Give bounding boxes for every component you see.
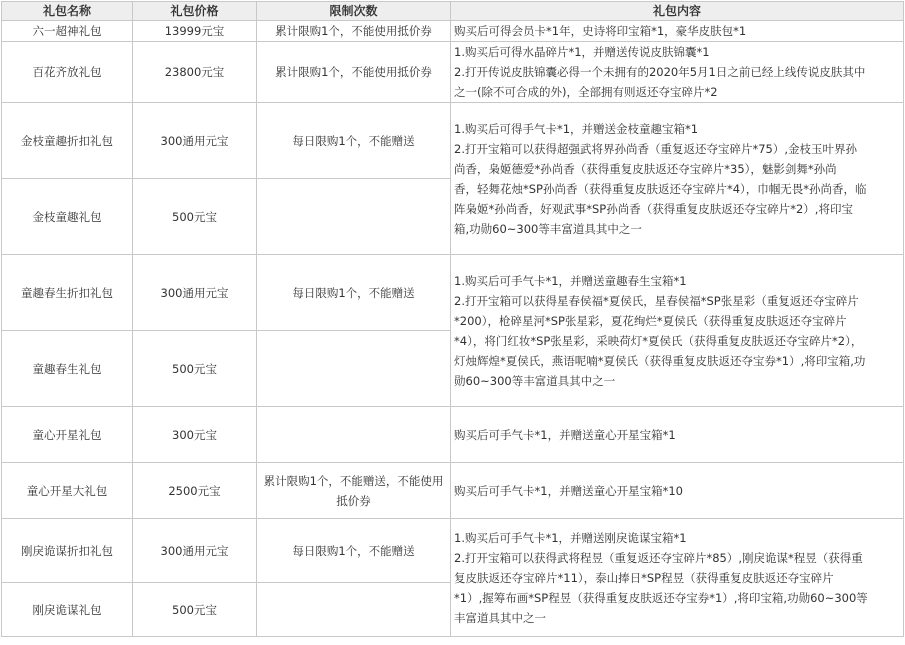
table-row — [2, 21, 904, 42]
pack-limit — [257, 407, 451, 463]
pack-content — [451, 42, 904, 103]
pack-name: 童趣春生折扣礼包 — [2, 255, 133, 331]
pack-price: 300元宝 — [133, 407, 257, 463]
pack-price: 500元宝 — [133, 583, 257, 637]
pack-limit: 每日限购1个，不能赠送 — [257, 103, 451, 179]
content-line: 之一(除不可合成的外)，全部拥有则返还夺宝碎片*2 — [454, 85, 718, 99]
table-row — [2, 42, 904, 103]
content-line: 2.打开传说皮肤锦囊必得一个未拥有的2020年5月1日之前已经上线传说皮肤其中 — [454, 65, 866, 79]
table-row — [2, 463, 904, 519]
content-line: 尚香，枭姬德爱*孙尚香（获得重复皮肤返还夺宝碎片*35），魅影剑舞*孙尚 — [454, 161, 837, 176]
pack-content: 购买后可手气卡*1，并赠送童心开星宝箱*10 — [451, 463, 904, 519]
pack-name: 金枝童趣礼包 — [2, 179, 133, 255]
pack-limit — [257, 331, 451, 407]
header-name: 礼包名称 — [2, 2, 133, 21]
pack-content — [451, 103, 904, 255]
pack-content: 购买后可手气卡*1，并赠送童心开星宝箱*1 — [451, 407, 904, 463]
content-line: 1.购买后可手气卡*1，并赠送童趣春生宝箱*1 — [454, 273, 687, 288]
pack-name: 刚戾诡谋折扣礼包 — [2, 519, 133, 583]
pack-price: 300通用元宝 — [133, 103, 257, 179]
pack-name: 童心开星礼包 — [2, 407, 133, 463]
pack-name: 金枝童趣折扣礼包 — [2, 103, 133, 179]
gift-pack-table — [1, 1, 904, 637]
pack-name: 童趣春生礼包 — [2, 331, 133, 407]
content-line: 1.购买后可手气卡*1，并赠送刚戾诡谋宝箱*1 — [454, 530, 687, 545]
table-row — [2, 407, 904, 463]
content-line: 2.打开宝箱可以获得星春侯福*夏侯氏，星春侯福*SP张星彩（重复返还夺宝碎片 — [454, 293, 859, 308]
pack-price: 2500元宝 — [133, 463, 257, 519]
pack-content: 购买后可得会员卡*1年，史诗将印宝箱*1，豪华皮肤包*1 — [451, 21, 904, 42]
header-limit: 限制次数 — [257, 2, 451, 21]
content-line: 灯烛辉煌*夏侯氏，燕语呢喃*夏侯氏（获得重复皮肤返还夺宝券*1）,将印宝箱,功 — [454, 353, 866, 368]
pack-limit: 累计限购1个，不能使用抵价券 — [257, 21, 451, 42]
pack-price: 300通用元宝 — [133, 255, 257, 331]
content-line: *1）,握筹布画*SP程昱（获得重复皮肤返还夺宝券*1）,将印宝箱,功勋60~300等 — [454, 590, 868, 605]
pack-name: 百花齐放礼包 — [2, 42, 133, 103]
pack-limit: 累计限购1个，不能使用抵价券 — [257, 42, 451, 103]
pack-content — [451, 255, 904, 407]
pack-name: 六一超神礼包 — [2, 21, 133, 42]
content-line: 复皮肤返还夺宝碎片*11），泰山捧日*SP程昱（获得重复皮肤返还夺宝碎片 — [454, 570, 834, 585]
content-line: *4），将门红妆*SP张星彩，采映荷灯*夏侯氏（获得重复皮肤返还夺宝碎片*2）， — [454, 333, 863, 348]
table-row — [2, 255, 904, 331]
content-line: 1.购买后可得水晶碎片*1，并赠送传说皮肤锦囊*1 — [454, 45, 710, 59]
pack-price: 13999元宝 — [133, 21, 257, 42]
table-row — [2, 519, 904, 583]
pack-name: 童心开星大礼包 — [2, 463, 133, 519]
content-line: 1.购买后可得手气卡*1，并赠送金枝童趣宝箱*1 — [454, 121, 699, 136]
content-line: 箱,功勋60~300等丰富道具其中之一 — [454, 221, 642, 236]
content-line: 阵枭姬*孙尚香，好观武事*SP孙尚香（获得重复皮肤返还夺宝碎片*2）,将印宝 — [454, 201, 853, 216]
content-line: 勋60~300等丰富道具其中之一 — [454, 373, 616, 388]
pack-price: 23800元宝 — [133, 42, 257, 103]
pack-limit: 每日限购1个，不能赠送 — [257, 255, 451, 331]
pack-price: 300通用元宝 — [133, 519, 257, 583]
pack-limit — [257, 583, 451, 637]
pack-name: 刚戾诡谋礼包 — [2, 583, 133, 637]
pack-limit: 累计限购1个，不能赠送，不能使用抵价券 — [257, 463, 451, 519]
header-content: 礼包内容 — [451, 2, 904, 21]
table-row — [2, 103, 904, 179]
pack-content — [451, 519, 904, 637]
content-line: *200），枪碎星河*SP张星彩，夏花绚烂*夏侯氏（获得重复皮肤返还夺宝碎片 — [454, 313, 847, 328]
content-line: 2.打开宝箱可以获得超强武将界孙尚香（重复返还夺宝碎片*75）,金枝玉叶界孙 — [454, 141, 858, 156]
header-price: 礼包价格 — [133, 2, 257, 21]
content-line: 丰富道具其中之一 — [454, 610, 546, 625]
pack-limit — [257, 179, 451, 255]
pack-limit: 每日限购1个，不能赠送 — [257, 519, 451, 583]
pack-price: 500元宝 — [133, 179, 257, 255]
content-line: 香，轻舞花烛*SP孙尚香（获得重复皮肤返还夺宝碎片*4），巾帼无畏*孙尚香，临 — [454, 181, 867, 196]
table-header-row — [2, 2, 904, 21]
pack-price: 500元宝 — [133, 331, 257, 407]
content-line: 2.打开宝箱可以获得武将程昱（重复返还夺宝碎片*85）,刚戾诡谋*程昱（获得重 — [454, 550, 863, 565]
